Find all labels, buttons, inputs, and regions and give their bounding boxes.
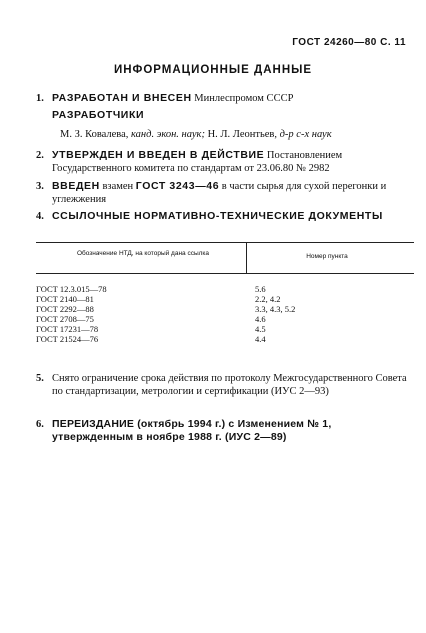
table-column-divider (246, 243, 247, 273)
references-table-body (36, 284, 414, 344)
section-2-number: 2. (36, 150, 44, 161)
section-3 (36, 180, 414, 206)
section-3-number: 3. (36, 181, 44, 192)
table-row (36, 314, 414, 324)
table-cell-doc: ГОСТ 2292—88 (36, 304, 94, 314)
section-1-number: 1. (36, 93, 44, 104)
table-cell-doc: ГОСТ 17231—78 (36, 324, 99, 334)
section-2 (36, 149, 414, 175)
table-row (36, 334, 414, 344)
table-cell-item: 5.6 (255, 284, 266, 294)
table-cell-item: 4.6 (255, 314, 266, 324)
section-5-number: 5. (36, 373, 44, 384)
table-cell-item: 4.4 (255, 334, 266, 344)
table-cell-item: 3.3, 4.3, 5.2 (255, 304, 296, 314)
section-3-text-2: в части сырья для сухой перегонки и углежжения (52, 181, 387, 205)
developer-1-title: канд. экон. наук; (131, 129, 205, 140)
section-4-number: 4. (36, 211, 44, 222)
developers-list (60, 128, 422, 141)
table-cell-doc: ГОСТ 2708—75 (36, 314, 94, 324)
section-4-heading: ССЫЛОЧНЫЕ НОРМАТИВНО-ТЕХНИЧЕСКИЕ ДОКУМЕНТЫ (52, 210, 383, 222)
section-2-heading: УТВЕРЖДЕН И ВВЕДЕН В ДЕЙСТВИЕ (52, 149, 265, 161)
developer-1-name: М. З. Ковалева, (60, 129, 129, 140)
section-1 (36, 92, 414, 105)
section-5-text: Снято ограничение срока действия по протоколу Межгосударственного Совета по стандартизации, метрологии и сертификации (ИУС 2—93) (52, 373, 407, 397)
section-3-text-1: взамен (102, 181, 134, 192)
table-cell-doc: ГОСТ 2140—81 (36, 294, 94, 304)
table-row (36, 294, 414, 304)
table-col-2-header: Номер пункта (306, 253, 348, 260)
table-row (36, 284, 414, 294)
section-6-text: ПЕРЕИЗДАНИЕ (октябрь 1994 г.) с Изменением № 1, утвержденным в ноябре 1988 г. (ИУС 2—89) (52, 418, 332, 443)
section-2-text-1: Постановлением (266, 150, 343, 161)
section-3-heading: ВВЕДЕН (52, 180, 100, 192)
table-cell-doc: ГОСТ 21524—76 (36, 334, 99, 344)
page-title: ИНФОРМАЦИОННЫЕ ДАННЫЕ (113, 64, 313, 76)
table-cell-item: 2.2, 4.2 (255, 294, 281, 304)
table-row (36, 324, 414, 334)
developer-2-title: д-р с-х наук (279, 129, 332, 140)
section-1-heading: РАЗРАБОТАН И ВНЕСЕН (52, 92, 192, 104)
section-5 (36, 372, 414, 398)
section-6-number: 6. (36, 419, 44, 430)
references-table-header (36, 242, 414, 274)
table-cell-item: 4.5 (255, 324, 266, 334)
page-header: ГОСТ 24260—80 С. 11 (292, 37, 406, 48)
table-row (36, 304, 414, 314)
section-2-text-2: Государственного комитета по стандартам от 23.06.80 № 2982 (52, 163, 330, 174)
developers-label: РАЗРАБОТЧИКИ (52, 109, 145, 121)
developer-2-name: Н. Л. Леонтьев, (207, 129, 277, 140)
section-1-org: Минлеспромом СССР (194, 93, 294, 104)
section-6 (36, 418, 414, 444)
table-cell-doc: ГОСТ 12.3.015—78 (36, 284, 107, 294)
developers-label-line (52, 109, 414, 122)
table-col-1-header: Обозначение НТД, на который дана ссылка (76, 250, 210, 257)
section-4 (36, 210, 414, 223)
section-3-gost: ГОСТ 3243—46 (135, 180, 220, 192)
